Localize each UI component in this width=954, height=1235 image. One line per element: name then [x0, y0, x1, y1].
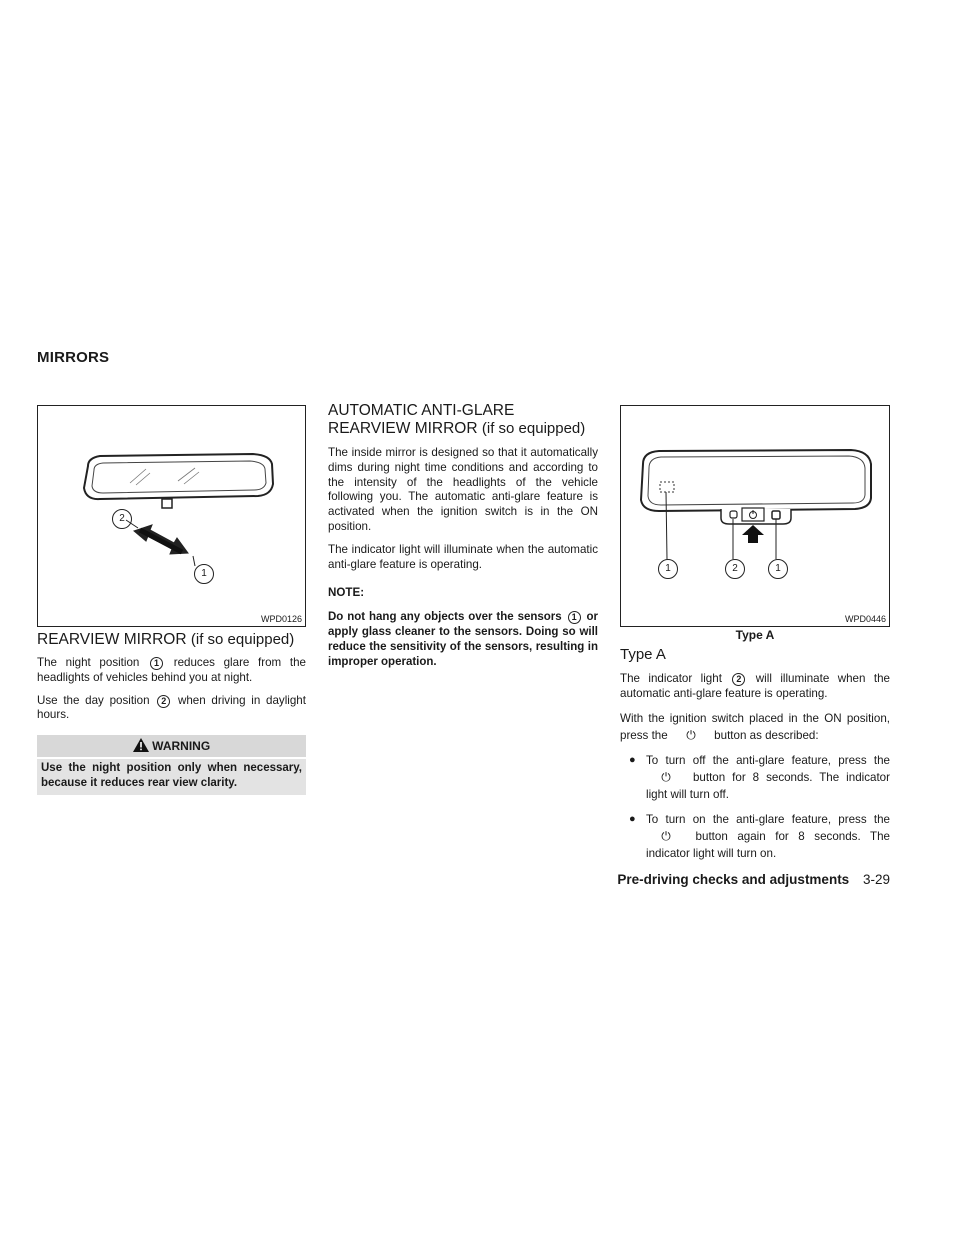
heading-main: REARVIEW MIRROR — [328, 420, 478, 437]
anti-glare-body — [328, 446, 598, 670]
figure-code: WPD0126 — [260, 614, 302, 624]
callout-1: 1 — [194, 564, 214, 584]
callout-2: 2 — [725, 559, 745, 579]
paragraph — [620, 710, 890, 744]
rearview-mirror-body — [37, 656, 306, 731]
text: Use the day position — [37, 693, 150, 707]
bullet-dot: ● — [629, 812, 636, 825]
note-body — [328, 610, 598, 670]
rearview-mirror-figure — [37, 405, 306, 627]
figure-caption: Type A — [735, 628, 775, 642]
rearview-mirror-illustration — [38, 406, 305, 626]
anti-glare-heading — [328, 402, 608, 438]
text: will illuminate when the automatic anti-glare feature is operating. — [620, 672, 890, 700]
type-a-mirror-illustration — [621, 406, 889, 626]
paragraph — [37, 694, 306, 724]
callout-2: 2 — [112, 509, 132, 529]
warning-title — [37, 735, 306, 757]
text: To turn on the anti-glare feature, press the — [646, 812, 890, 826]
note-title: NOTE: — [328, 586, 365, 600]
power-icon: ⏻ — [686, 727, 696, 742]
type-a-body — [620, 672, 890, 870]
power-icon: ⏻ — [661, 828, 671, 843]
callout-ref-1: 1 — [568, 611, 581, 624]
callout-1: 1 — [658, 559, 678, 579]
type-a-heading: Type A — [620, 646, 666, 663]
text: or apply glass cleaner to the sensors. Doing so will reduce the sensitivity of the sensors, resulting in improper operation. — [328, 611, 598, 669]
paragraph: The inside mirror is designed so that it automatically dims during night time conditions and according to the intensity of the headlights of the vehicle following you. The automatic anti-glare feature is activated when the ignition switch is in the ON position. — [328, 446, 598, 533]
paragraph: The indicator light will illuminate when the automatic anti-glare feature is operating. — [328, 542, 598, 571]
page-footer — [617, 872, 890, 887]
list-item — [620, 811, 890, 862]
text: button as described: — [714, 728, 819, 742]
figure-code: WPD0446 — [844, 614, 886, 624]
section-title: MIRRORS — [37, 349, 110, 366]
warning-text: Use the night position only when necessary, because it reduces rear view clarity. — [37, 757, 306, 795]
text: when driving in daylight hours. — [37, 693, 306, 722]
callout-ref-1: 1 — [150, 657, 163, 670]
footer-section: Pre-driving checks and adjustments — [617, 872, 850, 887]
bullet-dot: ● — [629, 753, 636, 766]
callout-ref-2: 2 — [732, 673, 745, 686]
paragraph — [37, 656, 306, 686]
text: button again for 8 seconds. The indicator light will turn on. — [646, 829, 890, 860]
list-item — [620, 752, 890, 803]
paragraph — [620, 672, 890, 702]
text: The night position — [37, 656, 140, 669]
warning-title-text: WARNING — [152, 739, 211, 753]
bullet-list — [620, 752, 890, 862]
page-number: 3-29 — [862, 872, 890, 887]
text: With the ignition switch placed in the ON position, press the — [620, 711, 890, 742]
power-icon: ⏻ — [661, 769, 671, 784]
heading-line-1: AUTOMATIC ANTI-GLARE — [328, 402, 515, 419]
text: button for 8 seconds. The indicator light will turn off. — [646, 770, 890, 801]
heading-paren: (if so equipped) — [190, 631, 295, 648]
heading-main: REARVIEW MIRROR — [37, 631, 187, 648]
text: reduces glare from the headlights of vehicles behind you at night. — [37, 656, 306, 684]
heading-line-2 — [328, 420, 608, 438]
text: To turn off the anti-glare feature, press the — [646, 753, 890, 767]
warning-box — [37, 735, 306, 795]
callout-1: 1 — [768, 559, 788, 579]
callout-ref-2: 2 — [157, 695, 170, 708]
rearview-mirror-heading — [37, 631, 307, 649]
text: Do not hang any objects over the sensors — [328, 611, 562, 624]
warning-icon — [133, 738, 149, 752]
heading-paren: (if so equipped) — [481, 420, 586, 437]
type-a-mirror-figure — [620, 405, 890, 627]
text: The indicator light — [620, 672, 722, 685]
